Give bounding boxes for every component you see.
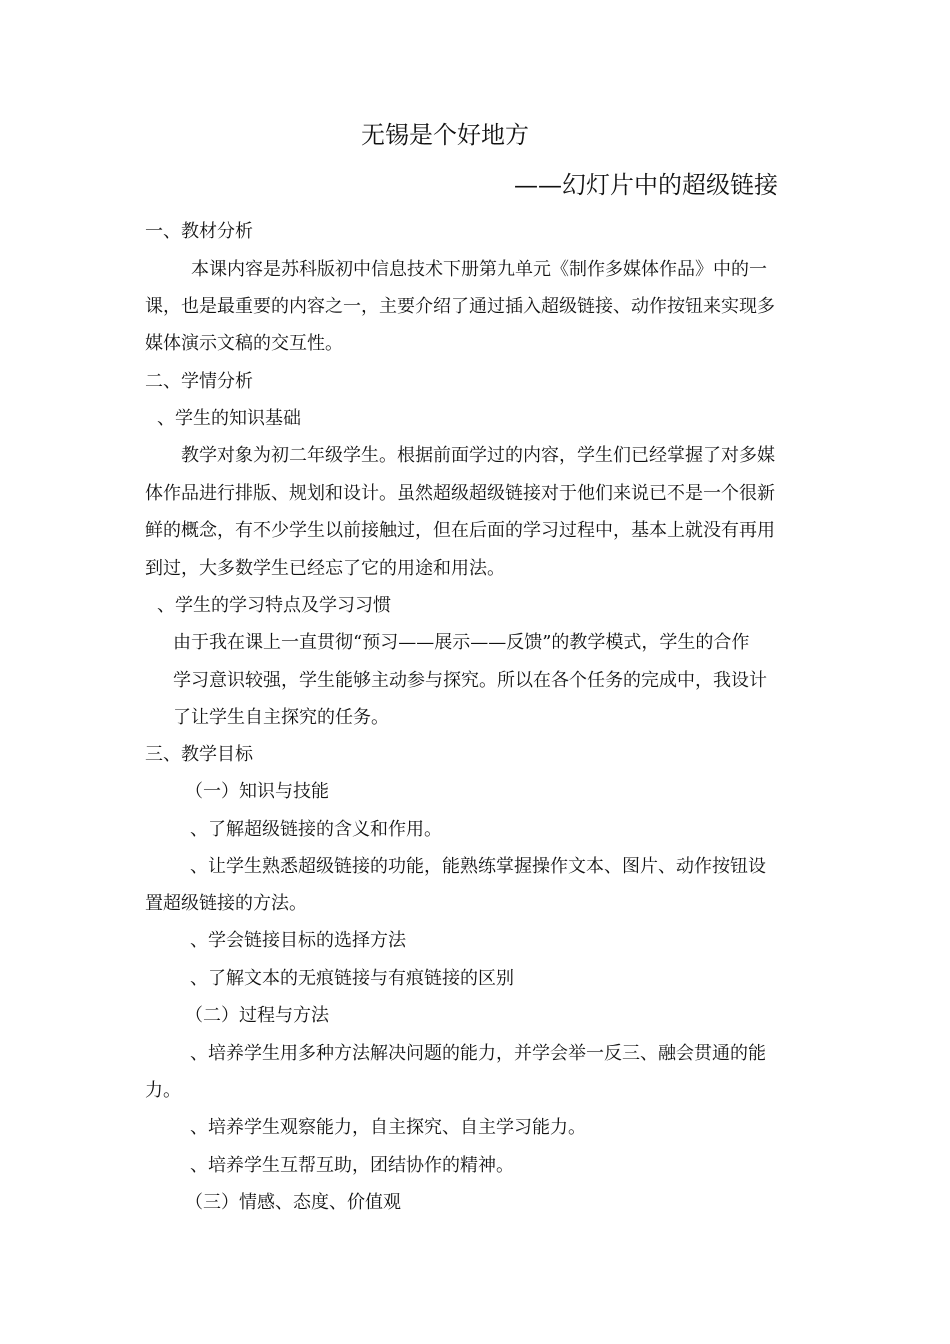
section-heading-teaching-objectives: 三、教学目标 <box>145 744 253 765</box>
paragraph-line: 本课内容是苏科版初中信息技术下册第九单元《制作多媒体作品》中的一 <box>191 259 767 280</box>
list-item: 、了解文本的无痕链接与有痕链接的区别 <box>190 968 514 989</box>
paragraph-line: 力。 <box>145 1080 181 1101</box>
subsection-heading: （三）情感、态度、价值观 <box>185 1192 401 1213</box>
section-heading-learner-analysis: 二、学情分析 <box>145 371 253 392</box>
paragraph-line: 由于我在课上一直贯彻“预习——展示——反馈”的教学模式，学生的合作 <box>173 632 750 653</box>
subsection-heading: （一）知识与技能 <box>185 781 329 802</box>
list-item: 、让学生熟悉超级链接的功能，能熟练掌握操作文本、图片、动作按钮设 <box>190 856 766 877</box>
list-item: 、培养学生互帮互助，团结协作的精神。 <box>190 1155 514 1176</box>
list-item: 、学会链接目标的选择方法 <box>190 930 406 951</box>
paragraph-line: 置超级链接的方法。 <box>145 893 307 914</box>
document-title: 无锡是个好地方 <box>361 121 529 149</box>
list-item: 、培养学生观察能力，自主探究、自主学习能力。 <box>190 1117 586 1138</box>
paragraph-line: 学习意识较强，学生能够主动参与探究。所以在各个任务的完成中，我设计 <box>173 670 767 691</box>
paragraph-line: 媒体演示文稿的交互性。 <box>145 333 343 354</box>
subsection-heading: （二）过程与方法 <box>185 1005 329 1026</box>
subsection-heading: 、学生的学习特点及学习习惯 <box>157 595 391 616</box>
document-subtitle: ——幻灯片中的超级链接 <box>514 171 778 199</box>
paragraph-line: 教学对象为初二年级学生。根据前面学过的内容，学生们已经掌握了对多媒 <box>181 445 775 466</box>
list-item: 、了解超级链接的含义和作用。 <box>190 819 442 840</box>
paragraph-line: 到过，大多数学生已经忘了它的用途和用法。 <box>145 558 505 579</box>
paragraph-line: 了让学生自主探究的任务。 <box>173 707 389 728</box>
subsection-heading: 、学生的知识基础 <box>157 408 301 429</box>
paragraph-line: 鲜的概念，有不少学生以前接触过，但在后面的学习过程中，基本上就没有再用 <box>145 520 775 541</box>
paragraph-line: 课，也是最重要的内容之一，主要介绍了通过插入超级链接、动作按钮来实现多 <box>145 296 775 317</box>
list-item: 、培养学生用多种方法解决问题的能力，并学会举一反三、融会贯通的能 <box>190 1043 766 1064</box>
section-heading-textbook-analysis: 一、教材分析 <box>145 221 253 242</box>
paragraph-line: 体作品进行排版、规划和设计。虽然超级超级链接对于他们来说已不是一个很新 <box>145 483 775 504</box>
